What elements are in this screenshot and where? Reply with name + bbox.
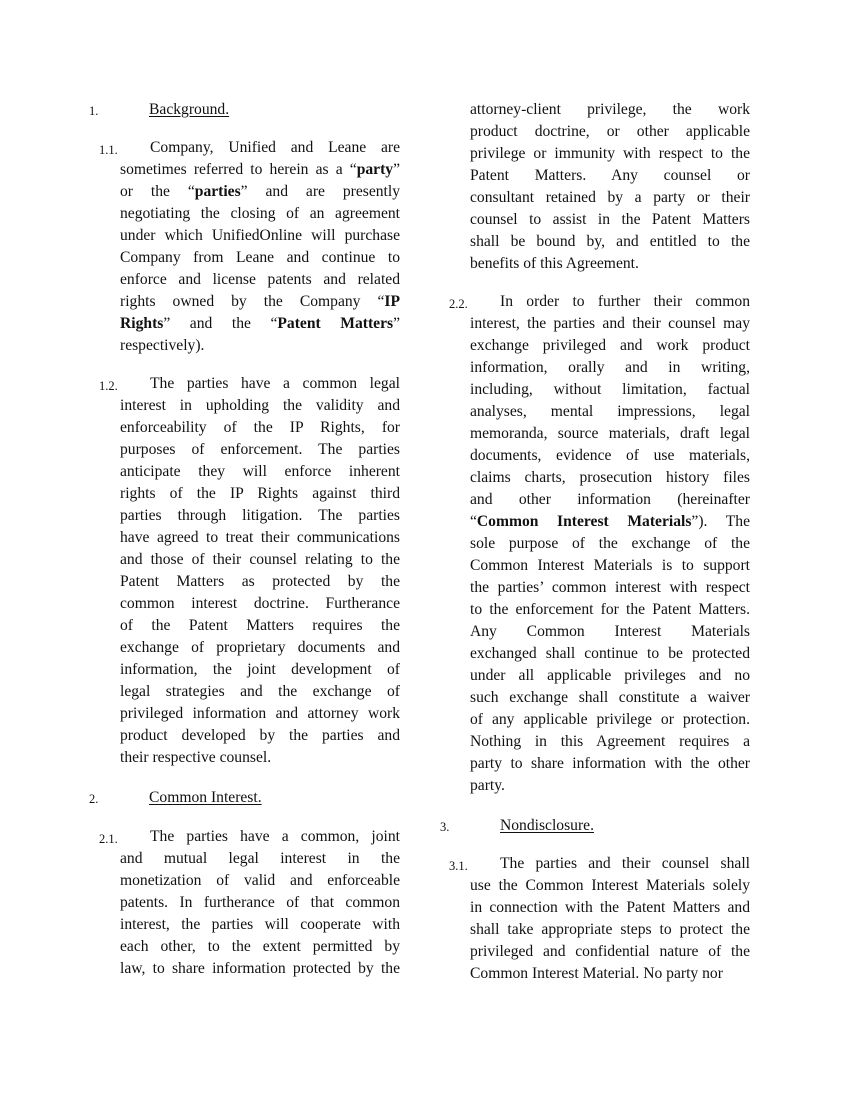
- clause-line: The parties and their counsel shall: [500, 855, 750, 872]
- section-number: 3.: [440, 820, 450, 834]
- clause-line: rights owned by the Company “IP: [120, 293, 400, 310]
- clause-line: in connection with the Patent Matters and: [470, 899, 750, 916]
- clause-line: and other information (hereinafter: [470, 491, 750, 508]
- clause-line: Common Interest Material. No party nor: [470, 965, 723, 982]
- section-number: 1.: [89, 104, 99, 118]
- clause-line: analyses, mental impressions, legal: [470, 403, 750, 420]
- clause-line: Company from Leane and continue to: [120, 249, 400, 266]
- clause-line: Common Interest Materials is to support: [470, 557, 750, 574]
- clause-line: benefits of this Agreement.: [470, 255, 639, 272]
- clause-line: patents. In furtherance of that common: [120, 894, 400, 911]
- clause-line: or the “parties” and are presently: [120, 183, 400, 200]
- clause-line: their respective counsel.: [120, 749, 272, 766]
- clause-line: enforceability of the IP Rights, for: [120, 419, 400, 436]
- clause-line: to the enforcement for the Patent Matters.: [470, 601, 750, 618]
- clause-line: interest in upholding the validity and: [120, 397, 400, 414]
- clause-line: each other, to the extent permitted by: [120, 938, 400, 955]
- clause-line: purposes of enforcement. The parties: [120, 441, 400, 458]
- clause-line: Nothing in this Agreement requires a: [470, 733, 750, 750]
- clause-line: under all applicable privileges and no: [470, 667, 750, 684]
- clause-line: exchange privileged and work product: [470, 337, 750, 354]
- clause-line: privileged and confidential nature of the: [470, 943, 750, 960]
- clause-line: legal strategies and the exchange of: [120, 683, 400, 700]
- clause-line: shall take appropriate steps to protect the: [470, 921, 750, 938]
- section-heading: Background.: [149, 101, 230, 118]
- clause-line: anticipate they will enforce inherent: [120, 463, 400, 480]
- clause-number: 2.1.: [99, 832, 118, 846]
- clause-line: Rights” and the “Patent Matters”: [120, 315, 400, 332]
- clause-line: information, the joint development of: [120, 661, 400, 678]
- clause-line: The parties have a common legal: [150, 375, 400, 392]
- section-heading: Common Interest.: [149, 789, 262, 806]
- clause-line: monetization of valid and enforceable: [120, 872, 400, 889]
- clause-line: use the Common Interest Materials solely: [470, 877, 750, 894]
- clause-line: parties through litigation. The parties: [120, 507, 400, 524]
- clause-number: 1.2.: [99, 379, 118, 393]
- clause-line: privileged information and attorney work: [120, 705, 400, 722]
- clause-line: “Common Interest Materials”). The: [470, 513, 751, 530]
- clause-line: claims charts, prosecution history files: [470, 469, 750, 486]
- clause-number: 3.1.: [449, 859, 468, 873]
- clause-line: interest, the parties will cooperate with: [120, 916, 400, 933]
- clause-line: exchanged shall continue to be protected: [470, 645, 750, 662]
- section-heading: Nondisclosure.: [500, 817, 594, 834]
- clause-line: party.: [470, 777, 505, 794]
- clause-line: have agreed to treat their communications: [120, 529, 400, 546]
- clause-line: In order to further their common: [500, 293, 750, 310]
- clause-line: of the Patent Matters requires the: [120, 617, 400, 634]
- clause-line: Patent Matters as protected by the: [120, 573, 400, 590]
- clause-line: documents, evidence of use materials,: [470, 447, 750, 464]
- clause-line: sole purpose of the exchange of the: [470, 535, 750, 552]
- clause-line: memoranda, source materials, draft legal: [470, 425, 750, 442]
- clause-line: The parties have a common, joint: [150, 828, 400, 845]
- clause-line: and mutual legal interest in the: [120, 850, 400, 867]
- clause-line: information, orally and in writing,: [470, 359, 750, 376]
- clause-line: Company, Unified and Leane are: [150, 139, 400, 156]
- clause-line: under which UnifiedOnline will purchase: [120, 227, 400, 244]
- clause-line: and those of their counsel relating to the: [120, 551, 400, 568]
- clause-line: interest, the parties and their counsel may: [470, 315, 750, 332]
- clause-line: exchange of proprietary documents and: [120, 639, 400, 656]
- clause-line: such exchange shall constitute a waiver: [470, 689, 750, 706]
- clause-line: of any applicable privilege or protection.: [470, 711, 750, 728]
- clause-line: common interest doctrine. Furtherance: [120, 595, 400, 612]
- section-number: 2.: [89, 792, 99, 806]
- clause-line: party to share information with the other: [470, 755, 750, 772]
- clause-line: product developed by the parties and: [120, 727, 400, 744]
- clause-line: counsel to assist in the Patent Matters: [470, 211, 750, 228]
- clause-line: shall be bound by, and entitled to the: [470, 233, 750, 250]
- clause-line: respectively).: [120, 337, 205, 354]
- clause-number: 2.2.: [449, 297, 468, 311]
- clause-line: Patent Matters. Any counsel or: [470, 167, 750, 184]
- clause-line: Any Common Interest Materials: [470, 623, 750, 640]
- clause-line: negotiating the closing of an agreement: [120, 205, 400, 222]
- clause-line: including, without limitation, factual: [470, 381, 750, 398]
- clause-line: product doctrine, or other applicable: [470, 123, 750, 140]
- clause-line: privilege or immunity with respect to the: [470, 145, 750, 162]
- clause-line: enforce and license patents and related: [120, 271, 400, 288]
- clause-line: rights of the IP Rights against third: [120, 485, 400, 502]
- clause-line: consultant retained by a party or their: [470, 189, 750, 206]
- clause-line: sometimes referred to herein as a “party”: [120, 161, 400, 178]
- clause-number: 1.1.: [99, 143, 118, 157]
- clause-line: attorney-client privilege, the work: [470, 101, 750, 118]
- clause-line: law, to share information protected by the: [120, 960, 400, 977]
- clause-line: the parties’ common interest with respect: [470, 579, 750, 596]
